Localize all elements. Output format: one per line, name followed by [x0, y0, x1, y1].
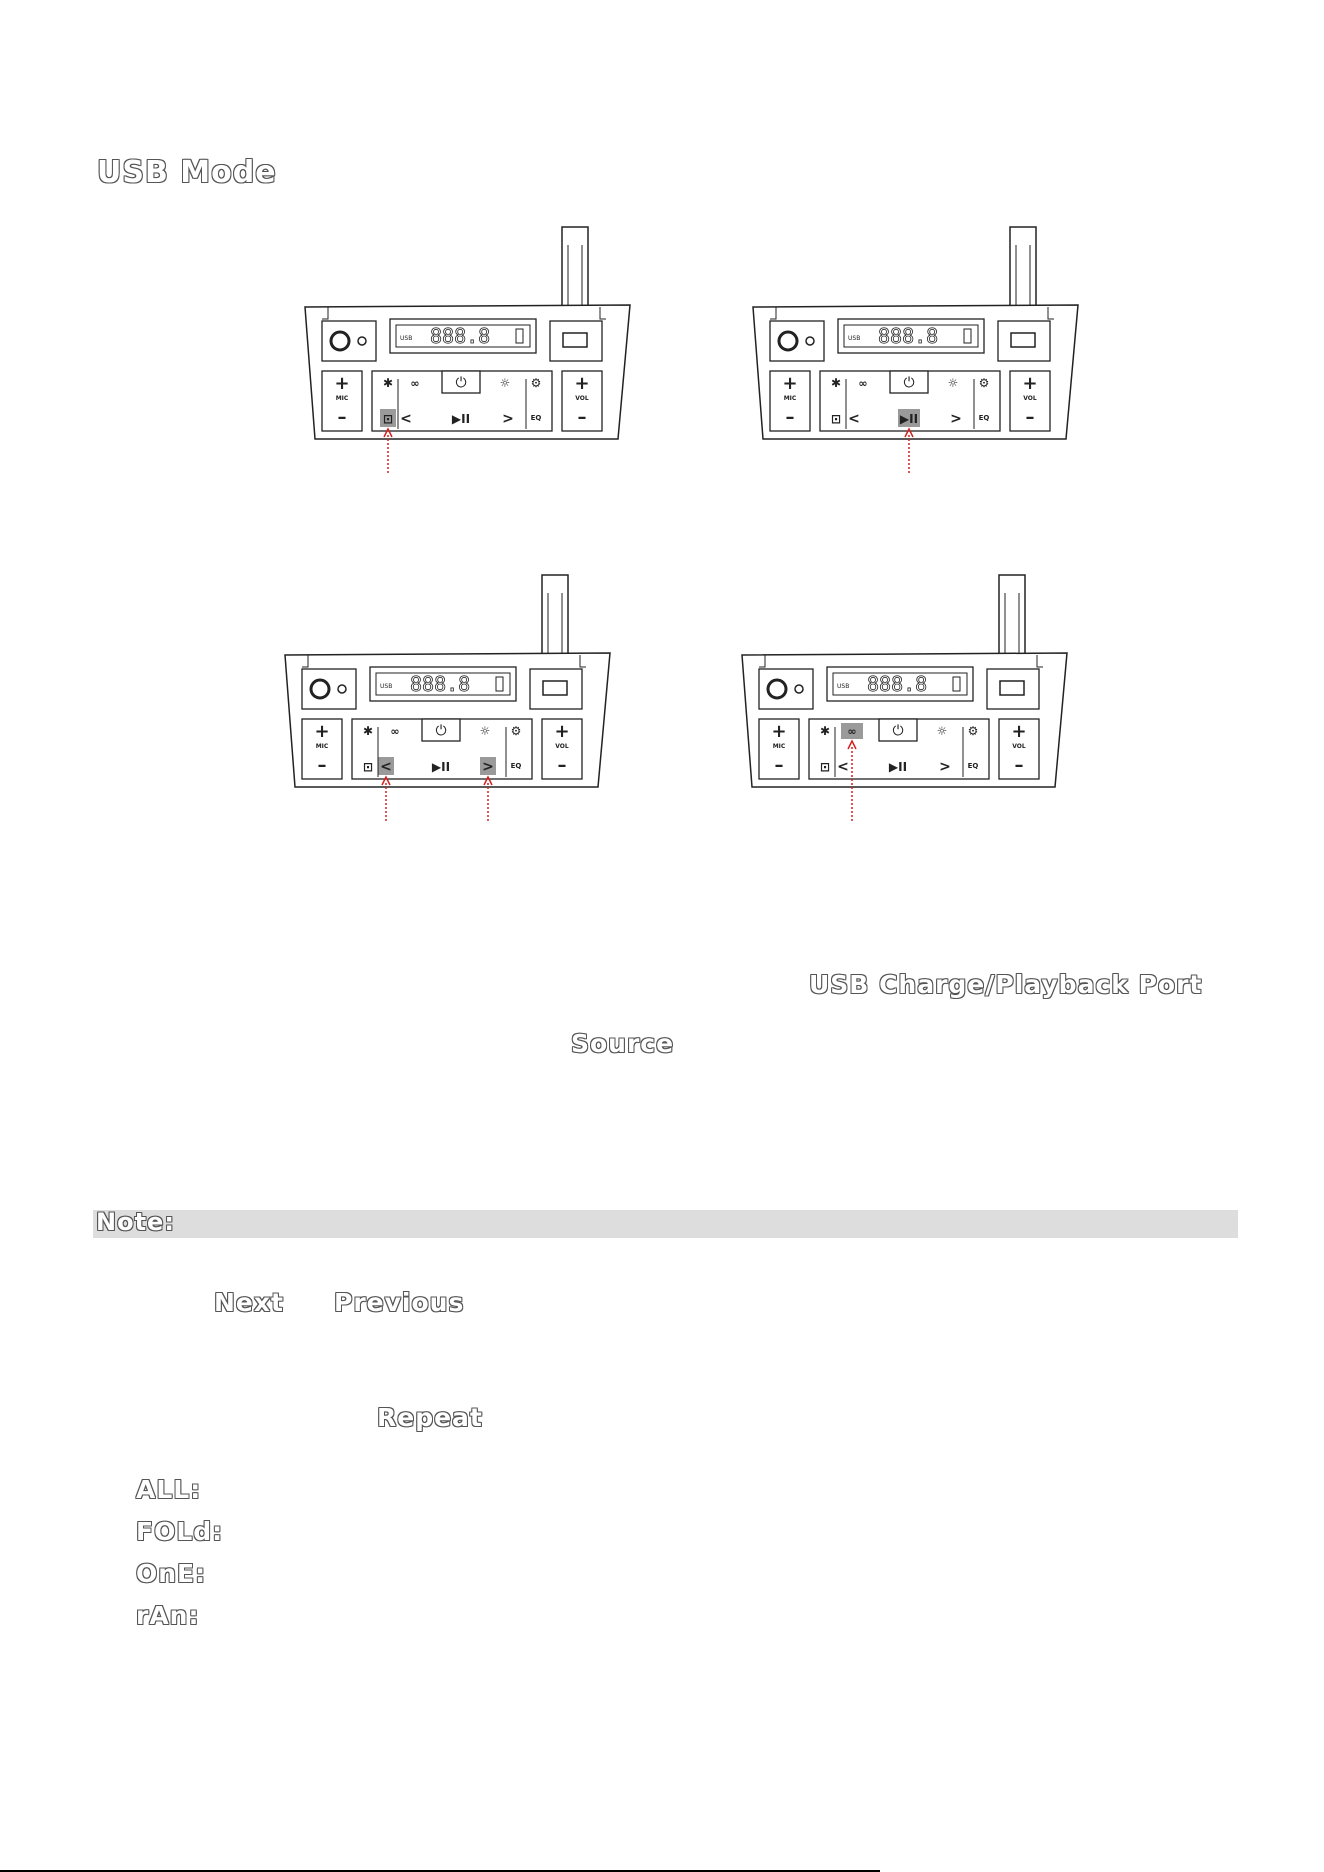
effect-icon: ⚙: [510, 724, 522, 738]
vol-plus-icon: +: [1022, 373, 1038, 394]
mic-jack-icon: [779, 332, 797, 350]
battery-icon: [964, 329, 971, 343]
mic-label: MIC: [315, 743, 329, 750]
play-pause-icon: ▶II: [431, 760, 451, 774]
usb-port-icon: [1011, 333, 1035, 347]
mic-jack-icon: [331, 332, 349, 350]
source-icon: ⊡: [830, 412, 842, 426]
mic-plus-icon: +: [782, 373, 798, 394]
vol-label: VOL: [555, 743, 569, 750]
repeat-icon: ∞: [847, 725, 857, 738]
vol-label: VOL: [1023, 395, 1037, 402]
eq-label: EQ: [530, 414, 542, 422]
note-label: Note:: [96, 1208, 175, 1236]
mic-jack-icon: [768, 680, 786, 698]
display-usb-label: USB: [380, 683, 393, 690]
mic-plus-icon: +: [314, 721, 330, 742]
usb-port-icon: [543, 681, 567, 695]
bluetooth-icon: ✱: [830, 376, 842, 390]
display-usb-label: USB: [400, 335, 413, 342]
previous-icon: <: [400, 411, 412, 427]
display-usb-label: USB: [848, 335, 861, 342]
effect-icon: ⚙: [967, 724, 979, 738]
term-previous: Previous: [334, 1288, 465, 1317]
bluetooth-icon: ✱: [382, 376, 394, 390]
effect-icon: ⚙: [530, 376, 542, 390]
usb-port-icon: [563, 333, 587, 347]
play-pause-icon: ▶II: [451, 412, 471, 426]
repeat-icon: ∞: [410, 377, 420, 390]
eq-label: EQ: [978, 414, 990, 422]
source-icon: ⊡: [362, 760, 374, 774]
usb-port-icon: [1000, 681, 1024, 695]
panel-figure-prev-next: [280, 573, 640, 833]
power-icon: ⏻: [455, 375, 467, 391]
panel-figure-play: [748, 225, 1108, 475]
vol-minus-icon: –: [1025, 407, 1035, 428]
display-digits: 888.8: [430, 324, 491, 348]
next-icon: >: [939, 759, 951, 775]
repeat-icon: ∞: [858, 377, 868, 390]
light-icon: ☼: [479, 724, 491, 738]
power-icon: ⏻: [903, 375, 915, 391]
indicator-icon: [795, 685, 803, 693]
power-icon: ⏻: [435, 723, 447, 739]
light-icon: ☼: [499, 376, 511, 390]
play-pause-icon: ▶II: [888, 760, 908, 774]
indicator-icon: [806, 337, 814, 345]
next-icon: >: [950, 411, 962, 427]
display-usb-label: USB: [837, 683, 850, 690]
source-icon: ⊡: [819, 760, 831, 774]
play-pause-icon: ▶II: [899, 412, 919, 426]
next-icon: >: [502, 411, 514, 427]
battery-icon: [496, 677, 503, 691]
mic-jack-icon: [311, 680, 329, 698]
term-repeat: Repeat: [377, 1403, 483, 1432]
next-icon: >: [482, 759, 494, 775]
vol-label: VOL: [1012, 743, 1026, 750]
mic-minus-icon: –: [774, 755, 784, 776]
display-digits: 888.8: [410, 672, 471, 696]
mic-label: MIC: [772, 743, 786, 750]
display-digits: 888.8: [878, 324, 939, 348]
term-usb-port: USB Charge/Playback Port: [809, 970, 1203, 999]
mic-plus-icon: +: [334, 373, 350, 394]
previous-icon: <: [837, 759, 849, 775]
mic-plus-icon: +: [771, 721, 787, 742]
vol-minus-icon: –: [557, 755, 567, 776]
panel-figure-repeat: [737, 573, 1097, 833]
vol-plus-icon: +: [574, 373, 590, 394]
repeat-mode-all: ALL:: [136, 1475, 202, 1504]
term-source: Source: [571, 1029, 675, 1058]
battery-icon: [516, 329, 523, 343]
vol-plus-icon: +: [554, 721, 570, 742]
mic-minus-icon: –: [337, 407, 347, 428]
effect-icon: ⚙: [978, 376, 990, 390]
light-icon: ☼: [936, 724, 948, 738]
vol-minus-icon: –: [577, 407, 587, 428]
indicator-icon: [338, 685, 346, 693]
vol-label: VOL: [575, 395, 589, 402]
display-digits: 888.8: [867, 672, 928, 696]
repeat-mode-one: OnE:: [136, 1559, 207, 1588]
page-title: USB Mode: [97, 155, 277, 191]
vol-plus-icon: +: [1011, 721, 1027, 742]
battery-icon: [953, 677, 960, 691]
indicator-icon: [358, 337, 366, 345]
bluetooth-icon: ✱: [362, 724, 374, 738]
mic-minus-icon: –: [317, 755, 327, 776]
previous-icon: <: [380, 759, 392, 775]
repeat-mode-folder: FOLd:: [136, 1517, 224, 1546]
term-next: Next: [214, 1288, 284, 1317]
bluetooth-icon: ✱: [819, 724, 831, 738]
eq-label: EQ: [510, 762, 522, 770]
vol-minus-icon: –: [1014, 755, 1024, 776]
light-icon: ☼: [947, 376, 959, 390]
source-icon: ⊡: [382, 412, 394, 426]
eq-label: EQ: [967, 762, 979, 770]
previous-icon: <: [848, 411, 860, 427]
mic-label: MIC: [335, 395, 349, 402]
note-bar: [93, 1210, 1238, 1238]
mic-minus-icon: –: [785, 407, 795, 428]
repeat-icon: ∞: [390, 725, 400, 738]
mic-label: MIC: [783, 395, 797, 402]
power-icon: ⏻: [892, 723, 904, 739]
repeat-mode-random: rAn:: [136, 1601, 200, 1630]
panel-figure-source: [300, 225, 660, 475]
